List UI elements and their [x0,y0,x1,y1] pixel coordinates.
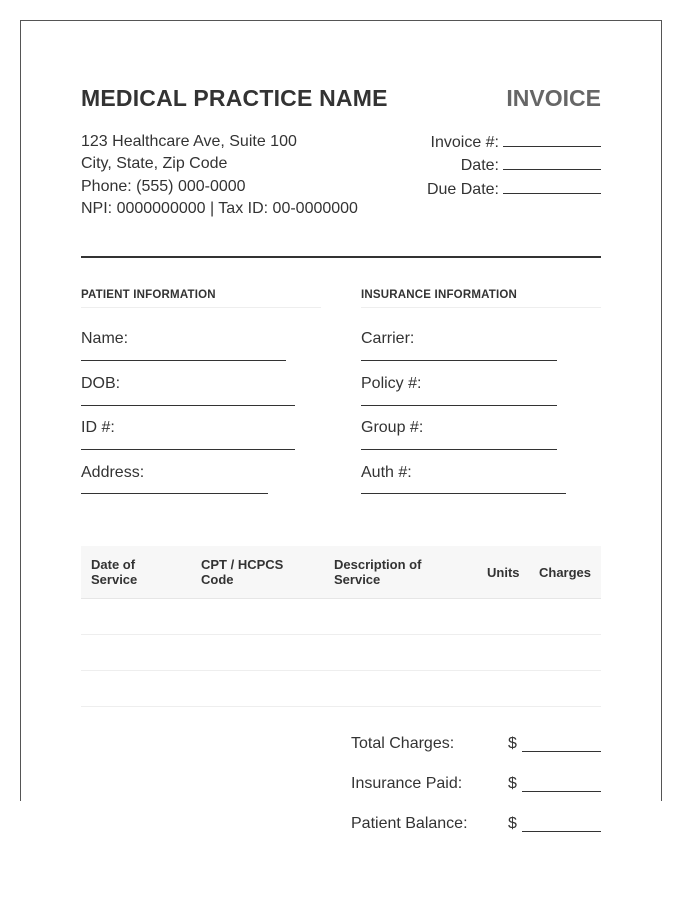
table-row[interactable] [81,671,601,707]
totals-block [351,731,601,851]
invoice-number-field[interactable] [503,131,601,147]
patient-address-label: Address: [81,464,145,482]
due-date-field[interactable] [503,178,601,194]
patient-section-title: PATIENT INFORMATION [81,289,321,308]
invoice-date-label: Date: [460,157,499,175]
column-header-cpt-code: CPT / HCPCS Code [201,557,284,587]
insurance-group-label: Group #: [361,419,424,437]
total-charges-row [351,731,601,771]
patient-balance-currency: $ [508,815,517,832]
table-row[interactable] [81,635,601,671]
practice-address-line2: City, State, Zip Code [81,155,228,173]
insurance-carrier-field [361,308,601,353]
patient-id-field [81,397,321,442]
invoice-number-label: Invoice #: [430,134,499,151]
invoice-number-row [427,131,601,154]
total-charges-field[interactable] [522,751,601,752]
patient-address-line[interactable] [81,493,268,494]
insurance-paid-field[interactable] [522,791,601,792]
practice-name: MEDICAL PRACTICE NAME [81,85,388,111]
column-header-date-of-service: Date of Service [91,557,138,587]
insurance-policy-label: Policy #: [361,374,422,392]
practice-phone: Phone: (555) 000-0000 [81,177,246,195]
invoice-date-row [427,154,601,177]
insurance-carrier-label: Carrier: [361,330,415,347]
patient-balance-row [351,811,601,851]
insurance-section-title: INSURANCE INFORMATION [361,289,601,308]
column-header-charges: Charges [539,564,592,580]
total-charges-currency: $ [508,735,517,752]
column-header-description: Description of Service [334,557,422,587]
insurance-information-section [361,289,601,487]
services-table-header [81,546,601,599]
practice-contact-block [81,131,358,221]
practice-address-line1: 123 Healthcare Ave, Suite 100 [81,133,297,150]
insurance-paid-row [351,771,601,811]
table-row[interactable] [81,599,601,635]
invoice-meta-block [427,131,601,201]
patient-dob-field [81,353,321,398]
insurance-group-field [361,397,601,442]
patient-balance-label: Patient Balance: [351,815,468,832]
invoice-sheet [20,20,662,832]
insurance-paid-currency: $ [508,775,517,792]
due-date-label: Due Date: [426,180,499,198]
invoice-date-field[interactable] [503,154,601,170]
patient-name-field [81,308,321,353]
patient-information-section [81,289,321,487]
services-table [81,546,601,707]
insurance-policy-field [361,353,601,398]
insurance-auth-field [361,442,601,487]
practice-ids: NPI: 0000000000 | Tax ID: 00-0000000 [81,200,358,218]
due-date-row [427,178,601,201]
insurance-paid-label: Insurance Paid: [351,775,463,792]
patient-balance-field[interactable] [522,831,601,832]
total-charges-label: Total Charges: [351,735,455,752]
patient-id-label: ID #: [81,419,115,437]
invoice-content [81,21,601,832]
insurance-auth-label: Auth #: [361,464,412,482]
insurance-auth-line[interactable] [361,493,566,494]
header-divider [81,256,601,258]
invoice-title: INVOICE [506,85,601,111]
patient-address-field [81,442,321,487]
patient-name-label: Name: [81,330,129,347]
patient-dob-label: DOB: [81,374,121,392]
column-header-units: Units [487,564,520,580]
